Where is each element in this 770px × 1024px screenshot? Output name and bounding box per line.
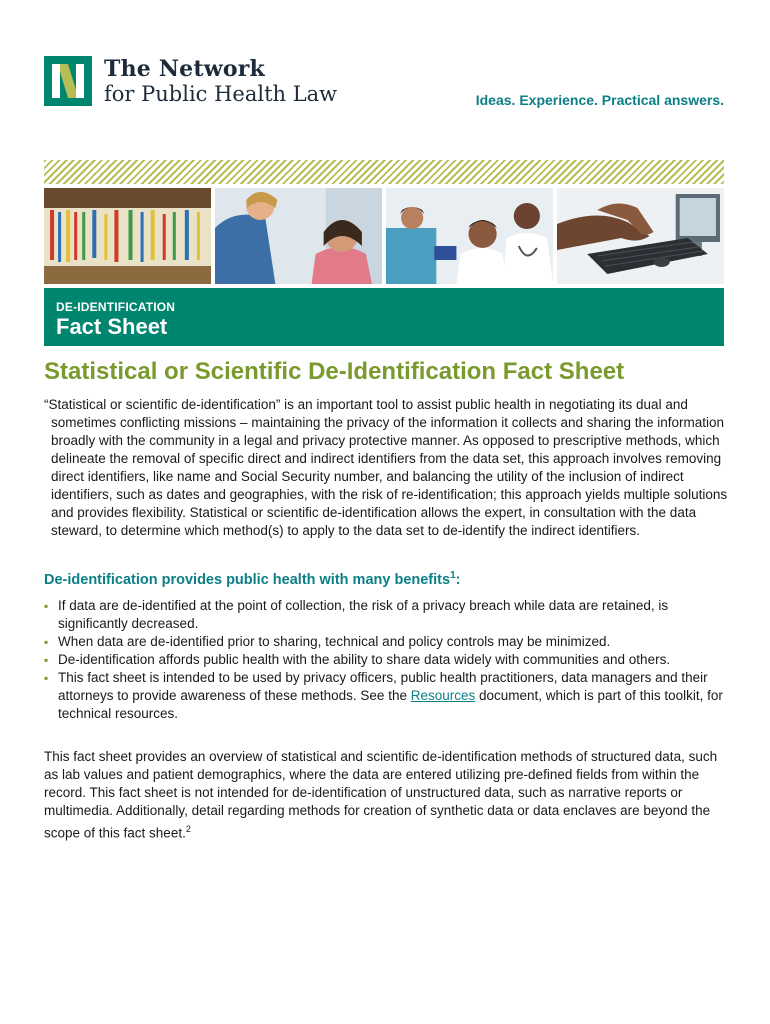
list-item-text: When data are de-identified prior to sharing, technical and policy controls may be minimized. [58,634,611,649]
photo-strip [44,188,724,284]
page-title: Statistical or Scientific De-Identification Fact Sheet [44,358,625,385]
computer-keyboard-photo [557,188,724,284]
network-n-logo-icon [44,56,92,106]
list-item-text: document, which is part of this toolkit, for technical resources. [58,688,723,721]
bullet-square-icon: ▪ [44,635,49,649]
benefits-heading-colon: : [455,571,461,588]
logo-title: The Network [104,56,265,82]
banner-title: Fact Sheet [56,314,168,339]
fact-sheet-banner [44,288,724,346]
bullet-square-icon: ▪ [44,599,49,613]
bullet-square-icon: ▪ [44,653,49,667]
closing-paragraph [44,748,726,843]
list-item [44,633,726,651]
list-item-text: If data are de-identified at the point of collection, the risk of a privacy breach while data are retained, is significantly decreased. [58,598,669,631]
footnote-1-marker[interactable]: 1 [450,570,456,581]
list-item [44,651,726,669]
intro-paragraph: “Statistical or scientific de-identification” is an important tool to assist public health in negotiating its dual and sometimes conflicting missions – maintaining the privacy of the information it collects and sharing the information broadly with the community in a legal and privacy protective manner. As opposed to prescriptive methods, which delineate the removal of specific direct and indirect identifiers from the data set, this approach involves removing direct identifiers, like name and Social Security number, and balancing the utility of the inclusion of indirect identifiers, such as dates and geographies, with the risk of re-identification; this approach yields multiple solutions and provides flexibility. Statistical or scientific de-identification allows the expert, in consultation with the data steward, to determine which method(s) to apply to the data set to de-identify the indirect identifiers. [44,397,728,538]
banner-category-label: DE-IDENTIFICATION [56,300,176,314]
medical-files-photo [44,188,211,284]
decorative-hatch-band [44,160,724,184]
benefits-list [44,597,726,723]
list-item [44,597,726,633]
clinicians-with-patient-photo [386,188,553,284]
resources-link[interactable]: Resources [410,688,476,703]
list-item-text: This fact sheet is intended to be used by privacy officers, public health practitioners, data managers and their attorneys to provide awareness of these methods. See the [58,670,708,703]
doctor-with-child-photo [215,188,382,284]
list-item [44,669,726,723]
benefits-heading-text: De-identification provides public health with many benefits [44,571,451,588]
tagline: Ideas. Experience. Practical answers. [475,92,724,108]
footnote-2-marker[interactable]: 2 [185,824,191,834]
list-item-text: De-identification affords public health with the ability to share data widely with communities and others. [58,652,671,667]
logo-subtitle: for Public Health Law [104,82,338,106]
network-logo [44,56,344,108]
benefits-heading [44,570,460,588]
closing-paragraph-text: This fact sheet provides an overview of statistical and scientific de-identification methods of structured data, such as lab values and patient demographics, where the data are entered utilizing pre-defined fields from within the record. This fact sheet is not intended for de-identification of unstructured data, such as narrative reports or multimedia. Additionally, detail regarding methods for creation of synthetic data or data enclaves are beyond the scope of this fact sheet. [44,749,718,841]
bullet-square-icon: ▪ [44,671,49,685]
